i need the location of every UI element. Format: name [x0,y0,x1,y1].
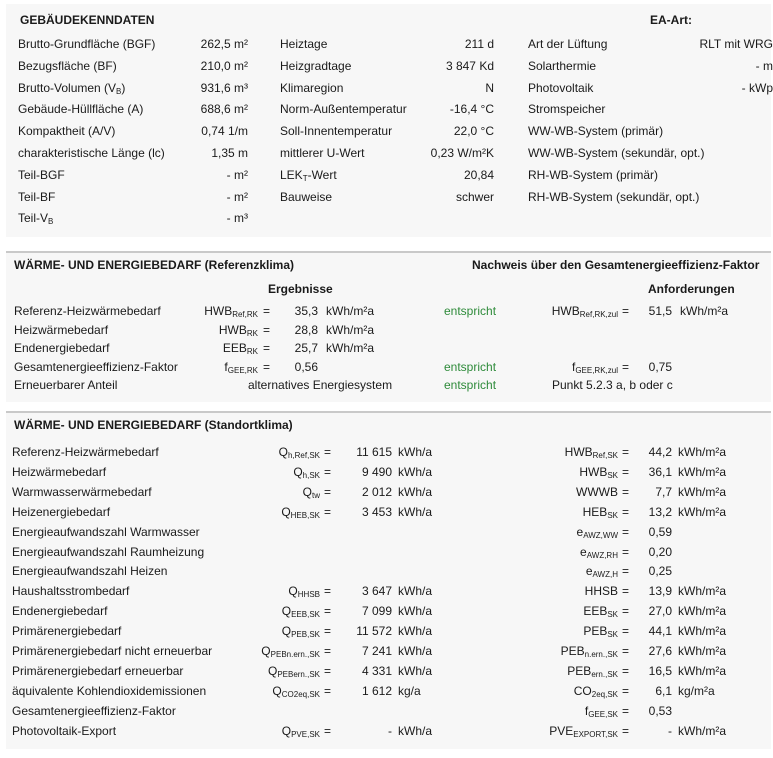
ref-row-req-symbol: $f_{GEE,RK,zul}$ [571,359,618,375]
building-label: Teil-BGF [18,167,65,182]
site-row-unit: kWh/a [398,445,433,459]
site-row-value: 3 453 [361,504,392,519]
building-value: - m² [226,189,248,204]
building-value: 262,5 m² [200,37,248,51]
site-row-eq: = [324,624,332,639]
site-row-rsymbol: $PVE_{EXPORT,SK}$ [549,723,618,739]
building-value: 1,35 m [211,146,248,160]
system-label: Art der Lüftung [528,37,608,51]
site-row-label: Warmwasserwärmebedarf [12,484,152,499]
site-row-req: = [622,504,630,519]
system-value: RLT mit WRG [699,37,773,51]
ref-row-req-value: 0,75 [648,359,672,374]
system-label: WW-WB-System (sekundär, opt.) [528,146,705,160]
site-row-rvalue: 36,1 [648,464,672,479]
renew-value: alternatives Energiesystem [248,378,393,392]
climate-label: mittlerer U-Wert [280,146,365,160]
site-row-rsymbol: $PEB_{n.ern.,SK}$ [560,644,618,659]
site-row-runit: kWh/m²a [678,504,726,519]
site-row-value: 11 572 [356,624,392,639]
site-row-rvalue: 7,7 [655,484,672,499]
site-row-eq: = [324,723,332,738]
ref-row-req-value: 51,5 [648,304,672,318]
site-row-label: Gesamtenergieeffizienz-Faktor [12,703,176,718]
site-row-rsymbol: HHSB [584,584,618,599]
ref-row-req-eq: = [622,359,630,374]
ref-row-value: 28,8 [294,322,318,337]
site-row-label: Photovoltaik-Export [12,723,117,738]
site-row-runit: kWh/m²a [678,723,726,738]
site-row-eq: = [324,683,332,698]
site-row-symbol: $Q_{PEBn.ern.,SK}$ [261,644,320,659]
ref-row-status: entspricht [444,304,497,318]
climate-value: 211 d [464,37,494,51]
ref-row-unit: kWh/m²a [326,341,374,356]
climate-value: N [485,80,494,95]
ref-row-symbol: $HWB_{RK}$ [218,322,258,338]
system-label: Solarthermie [528,58,597,73]
site-row-value: 7 241 [361,644,392,658]
site-row-eq: = [324,604,332,619]
site-row-unit: kg/a [398,683,421,698]
climate-label: Heiztage [280,37,328,51]
site-row-unit: kWh/a [398,584,433,599]
building-label: Brutto-Grundfläche (BGF) [18,37,156,51]
site-row-runit: kWh/m²a [678,604,726,619]
site-row-value: 11 615 [356,445,392,459]
site-row-rsymbol: $HEB_{SK}$ [582,504,618,520]
system-label: RH-WB-System (sekundär, opt.) [528,189,700,204]
gebaeudekenndaten-section [6,4,771,237]
building-value: 0,74 1/m [201,124,248,139]
site-row-eq: = [324,484,332,499]
site-row-label: Energieaufwandszahl Warmwasser [12,524,200,539]
site-row-label: Primärenergiebedarf [12,624,122,639]
site-row-rvalue: 27,0 [648,604,672,619]
renew-label: Erneuerbarer Anteil [14,378,118,392]
site-row-symbol: $Q_{CO2eq,SK}$ [272,683,320,699]
site-row-eq: = [324,464,332,479]
site-row-rvalue: 13,9 [648,584,672,599]
ref-row-req-eq: = [622,304,630,318]
site-row-rvalue: 44,1 [648,624,672,639]
site-row-req: = [622,723,630,738]
site-row-symbol: $Q_{PEBern.,SK}$ [267,663,320,679]
ref-row-label: Gesamtenergieeffizienz-Faktor [14,359,178,374]
site-row-rsymbol: WWWB [576,484,618,499]
site-row-label: Referenz-Heizwärmebedarf [12,445,159,459]
building-label: Teil-$V_B$ [18,211,54,227]
site-row-label: Primärenergiebedarf nicht erneuerbar [12,644,213,658]
site-row-rvalue: 6,1 [655,683,672,698]
ref-row-unit: kWh/m²a [326,322,374,337]
ref-row-eq: = [263,359,271,374]
site-row-label: Primärenergiebedarf erneuerbar [12,663,184,678]
site-row-runit: kWh/m²a [678,584,726,599]
site-row-req: = [622,524,630,539]
system-value: - m [755,58,773,73]
site-row-rvalue: - [668,723,672,738]
site-row-req: = [622,703,630,718]
system-label: Stromspeicher [528,102,606,117]
site-row-eq: = [324,445,332,459]
building-label: Kompaktheit (A/V) [18,124,116,139]
site-row-req: = [622,564,630,579]
system-value: - kWp [741,80,773,95]
site-row-unit: kWh/a [398,624,433,639]
climate-label: Norm-Außentemperatur [280,102,407,117]
site-row-rvalue: 0,20 [648,544,672,559]
ref-row-eq: = [263,322,271,337]
site-row-label: äquivalente Kohlendioxidemissionen [12,683,207,698]
renew-status: entspricht [444,378,497,392]
site-row-runit: kWh/m²a [678,624,726,639]
ref-row-value: 0,56 [294,359,318,374]
site-row-req: = [622,644,630,658]
nachweis-title: Nachweis über den Gesamtenergieeffizienz-Faktor [472,258,760,272]
ref-row-status: entspricht [444,359,497,374]
site-row-req: = [622,464,630,479]
ref-row-symbol: $EEB_{RK}$ [222,341,258,357]
site-row-eq: = [324,504,332,519]
site-row-label: Haushaltsstrombedarf [12,584,130,599]
site-row-rsymbol: $PEB_{ern.,SK}$ [567,663,618,679]
site-row-unit: kWh/a [398,504,433,519]
site-row-value: - [388,723,392,738]
building-value: 931,6 m³ [200,80,248,95]
ref-row-symbol: $f_{GEE,RK}$ [224,359,258,375]
site-row-req: = [622,445,630,459]
ref-row-label: Referenz-Heizwärmebedarf [14,304,161,318]
ref-row-req-symbol: $HWB_{Ref,RK,zul}$ [551,304,618,319]
site-row-req: = [622,544,630,559]
climate-value: 22,0 °C [453,124,494,139]
building-label: Teil-BF [18,189,56,204]
site-row-symbol: $Q_{PVE,SK}$ [281,723,320,739]
ref-row-value: 35,3 [294,304,318,318]
site-row-value: 2 012 [361,484,392,499]
site-row-rsymbol: $e_{AWZ,H}$ [585,564,618,580]
climate-label: $LEK_T$-Wert [280,167,337,183]
site-row-unit: kWh/a [398,663,433,678]
ergebnisse-header: Ergebnisse [268,282,333,296]
site-row-rvalue: 44,2 [648,445,672,459]
ref-row-eq: = [263,341,271,356]
site-row-rvalue: 0,59 [648,524,672,539]
site-row-runit: kWh/m²a [678,464,726,479]
site-row-eq: = [324,584,332,599]
building-value: 688,6 m² [200,102,248,117]
site-row-rsymbol: $e_{AWZ,WW}$ [576,524,618,540]
site-row-rsymbol: $f_{GEE,SK}$ [584,703,618,719]
renew-requirement: Punkt 5.2.3 a, b oder c [552,378,673,392]
site-row-unit: kWh/a [398,484,433,499]
section-title: WÄRME- UND ENERGIEBEDARF (Standortklima) [14,418,293,432]
site-row-rvalue: 0,25 [648,564,672,579]
site-row-eq: = [324,663,332,678]
section-title: GEBÄUDEKENNDATEN [20,13,155,27]
climate-label: Soll-Innentemperatur [280,124,393,139]
climate-value: 20,84 [463,167,494,182]
building-label: Gebäude-Hüllfläche (A) [18,102,144,117]
site-row-req: = [622,604,630,619]
system-label: Photovoltaik [528,80,594,95]
building-value: 210,0 m² [200,58,248,73]
site-row-symbol: $Q_{HHSB}$ [288,584,320,600]
site-row-symbol: $Q_{tw}$ [302,484,320,500]
site-row-rsymbol: $EEB_{SK}$ [583,604,618,620]
site-row-runit: kWh/m²a [678,484,726,499]
building-value: - m³ [226,211,248,226]
site-row-value: 9 490 [361,464,392,479]
ref-row-label: Heizwärmebedarf [14,322,109,337]
site-row-value: 3 647 [361,584,392,599]
site-row-symbol: $Q_{HEB,SK}$ [281,504,320,520]
site-row-eq: = [324,644,332,658]
building-label: Bezugsfläche (BF) [18,58,117,73]
site-row-value: 7 099 [361,604,392,619]
site-row-value: 4 331 [361,663,392,678]
ref-row-value: 25,7 [294,341,318,356]
site-row-unit: kWh/a [398,644,433,658]
site-row-unit: kWh/a [398,723,433,738]
site-row-rvalue: 27,6 [648,644,672,658]
referenzklima-section [6,251,771,402]
site-row-req: = [622,663,630,678]
site-row-runit: kWh/m²a [678,445,726,459]
site-row-unit: kWh/a [398,464,433,479]
building-value: - m² [226,167,248,182]
building-label: charakteristische Länge (lc) [18,146,165,160]
site-row-runit: kg/m²a [678,683,715,698]
site-row-symbol: $Q_{EEB,SK}$ [281,604,320,620]
ref-row-eq: = [263,304,271,318]
site-row-req: = [622,484,630,499]
site-row-rsymbol: $PEB_{SK}$ [583,624,618,640]
system-label: WW-WB-System (primär) [528,124,664,139]
ea-art-title: EA-Art: [650,13,692,27]
climate-value: 3 847 Kd [445,58,494,73]
climate-label: Bauweise [280,189,333,204]
site-row-value: 1 612 [361,683,392,698]
site-row-symbol: $Q_{h,SK}$ [293,464,320,480]
anforderungen-header: Anforderungen [648,282,735,296]
system-label: RH-WB-System (primär) [528,167,658,182]
ref-row-unit: kWh/m²a [326,304,374,318]
building-label: Brutto-Volumen $(V_B)$ [18,80,126,96]
site-row-label: Heizenergiebedarf [12,504,111,519]
site-row-symbol: $Q_{PEB,SK}$ [281,624,320,640]
site-row-rsymbol: $CO_{2eq,SK}$ [573,683,618,699]
climate-value: 0,23 W/m²K [430,146,494,160]
site-row-label: Energieaufwandszahl Heizen [12,564,168,579]
ref-row-symbol: $HWB_{Ref,RK}$ [204,304,258,319]
standortklima-section [6,411,771,749]
site-row-label: Heizwärmebedarf [12,464,107,479]
site-row-req: = [622,683,630,698]
climate-label: Heizgradtage [280,58,352,73]
site-row-symbol: $Q_{h,Ref,SK}$ [278,445,320,460]
site-row-rvalue: 0,53 [648,703,672,718]
site-row-rsymbol: $HWB_{Ref,SK}$ [564,445,618,460]
site-row-label: Energieaufwandszahl Raumheizung [12,544,205,559]
site-row-rvalue: 16,5 [648,663,672,678]
climate-label: Klimaregion [280,80,344,95]
site-row-rsymbol: $e_{AWZ,RH}$ [580,544,618,560]
site-row-req: = [622,624,630,639]
site-row-label: Endenergiebedarf [12,604,108,619]
site-row-rvalue: 13,2 [648,504,672,519]
ref-row-label: Endenergiebedarf [14,341,110,356]
site-row-runit: kWh/m²a [678,663,726,678]
site-row-req: = [622,584,630,599]
site-row-unit: kWh/a [398,604,433,619]
section-title: WÄRME- UND ENERGIEBEDARF (Referenzklima) [14,258,295,272]
ref-row-req-unit: kWh/m²a [680,304,728,318]
climate-value: -16,4 °C [449,102,494,117]
site-row-rsymbol: $HWB_{SK}$ [579,464,618,480]
climate-value: schwer [455,189,494,204]
site-row-runit: kWh/m²a [678,644,726,658]
